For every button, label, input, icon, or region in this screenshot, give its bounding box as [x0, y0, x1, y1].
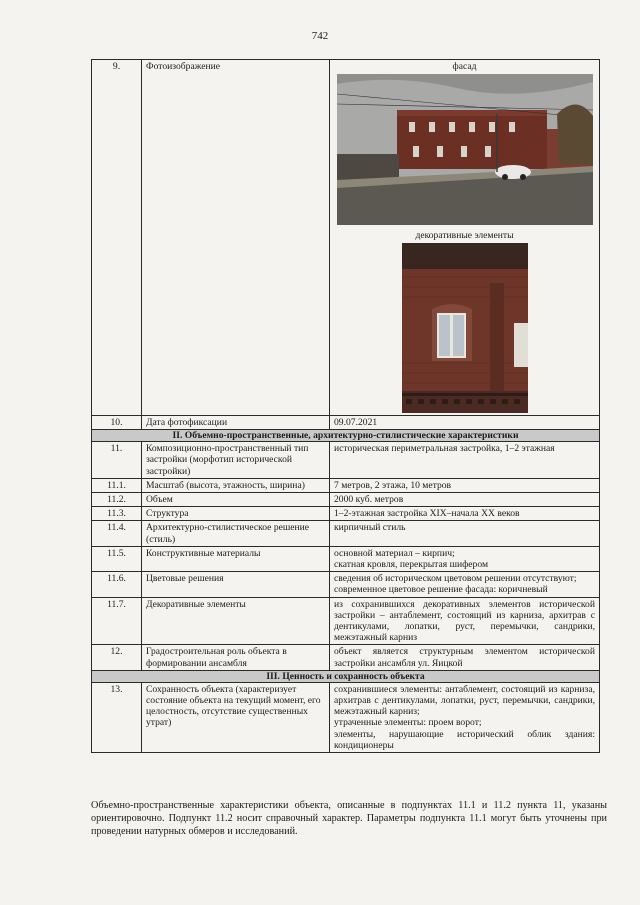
row-number: 9. — [92, 60, 142, 416]
row-value: кирпичный стиль — [330, 521, 600, 546]
row-value: историческая периметральная застройка, 1–2 этажная — [330, 442, 600, 479]
table-row — [92, 572, 600, 597]
row-value: объект является структурным элементом исторической застройки ансамбля ул. Яицкой — [330, 645, 600, 670]
row-number: 11.2. — [92, 493, 142, 507]
row-label: Композиционно-пространственный тип застройки (морфотип исторической застройки) — [142, 442, 330, 479]
row-label: Объем — [142, 493, 330, 507]
row-label: Сохранность объекта (характеризует состояние объекта на текущий момент, его целостность, отсутствие существенных утрат) — [142, 682, 330, 752]
row-value: 09.07.2021 — [330, 416, 600, 430]
value-line: элементы, нарушающие исторический облик здания: кондиционеры — [334, 728, 595, 751]
row-label: Цветовые решения — [142, 572, 330, 597]
footer-note: Объемно-пространственные характеристики объекта, описанные в подпунктах 11.1 и 11.2 пункта 11, указаны ориентировочно. Подпункт 11.2 носит справочный характер. Параметры подпункта 11.1 могут быть уточнены при проведении натурных обмеров и исследований. — [91, 800, 607, 837]
row-value — [330, 546, 600, 571]
table-row — [92, 521, 600, 546]
row-value — [330, 572, 600, 597]
row-label: Декоративные элементы — [142, 597, 330, 645]
value-line: скатная кровля, перекрытая шифером — [334, 559, 489, 571]
facade-photo — [337, 74, 593, 225]
photo-caption-facade: фасад — [452, 61, 477, 72]
table-row-photo — [92, 60, 600, 416]
table-row — [92, 597, 600, 645]
row-number: 11.5. — [92, 546, 142, 571]
value-line: утраченные элементы: проем ворот; — [334, 717, 482, 729]
table-row — [92, 682, 600, 752]
row-number: 12. — [92, 645, 142, 670]
table-row — [92, 416, 600, 430]
row-value: 2000 куб. метров — [330, 493, 600, 507]
row-label: Структура — [142, 507, 330, 521]
page-number: 742 — [311, 30, 329, 42]
table-row — [92, 645, 600, 670]
row-number: 11.4. — [92, 521, 142, 546]
photo-cell — [330, 60, 600, 416]
row-label: Масштаб (высота, этажность, ширина) — [142, 478, 330, 492]
row-value: из сохранившихся декоративных элементов исторической застройки – антаблемент, состоящий из карниза, архитрав с дентикулами, лопатки, руст, перемычки, сандрики, межэтажный карниз — [330, 597, 600, 645]
value-line: основной материал – кирпич; — [334, 547, 455, 559]
row-number: 11. — [92, 442, 142, 479]
row-label: Дата фотофиксации — [142, 416, 330, 430]
section-header-2 — [92, 430, 600, 442]
row-number: 11.3. — [92, 507, 142, 521]
row-number: 10. — [92, 416, 142, 430]
photo-caption-decor: декоративные элементы — [415, 230, 514, 241]
value-line: сохранившиеся элементы: антаблемент, состоящий из карниза, архитрав с дентикулами, лопатки, руст, перемычки, сандрики, межэтажный карниз; — [334, 683, 595, 718]
row-number: 13. — [92, 682, 142, 752]
row-value: 7 метров, 2 этажа, 10 метров — [330, 478, 600, 492]
row-label: Градостроительная роль объекта в формировании ансамбля — [142, 645, 330, 670]
section-header-3 — [92, 670, 600, 682]
table-row — [92, 493, 600, 507]
row-label: Архитектурно-стилистическое решение (стиль) — [142, 521, 330, 546]
table-row — [92, 507, 600, 521]
object-register-table — [91, 59, 600, 753]
section-header-2-title: II. Объемно-пространственные, архитектурно-стилистические характеристики — [92, 430, 600, 442]
section-header-3-title: III. Ценность и сохранность объекта — [92, 670, 600, 682]
row-value: 1–2-этажная застройка XIX–начала XX веков — [330, 507, 600, 521]
value-line: сведения об историческом цветовом решении отсутствуют; — [334, 573, 577, 585]
table-row — [92, 478, 600, 492]
row-label: Конструктивные материалы — [142, 546, 330, 571]
row-number: 11.1. — [92, 478, 142, 492]
row-value — [330, 682, 600, 752]
row-number: 11.7. — [92, 597, 142, 645]
row-label: Фотоизображение — [142, 60, 330, 416]
table-row — [92, 546, 600, 571]
decorative-elements-photo — [402, 243, 528, 413]
row-number: 11.6. — [92, 572, 142, 597]
value-line: современное цветовое решение фасада: коричневый — [334, 584, 548, 596]
table-row — [92, 442, 600, 479]
